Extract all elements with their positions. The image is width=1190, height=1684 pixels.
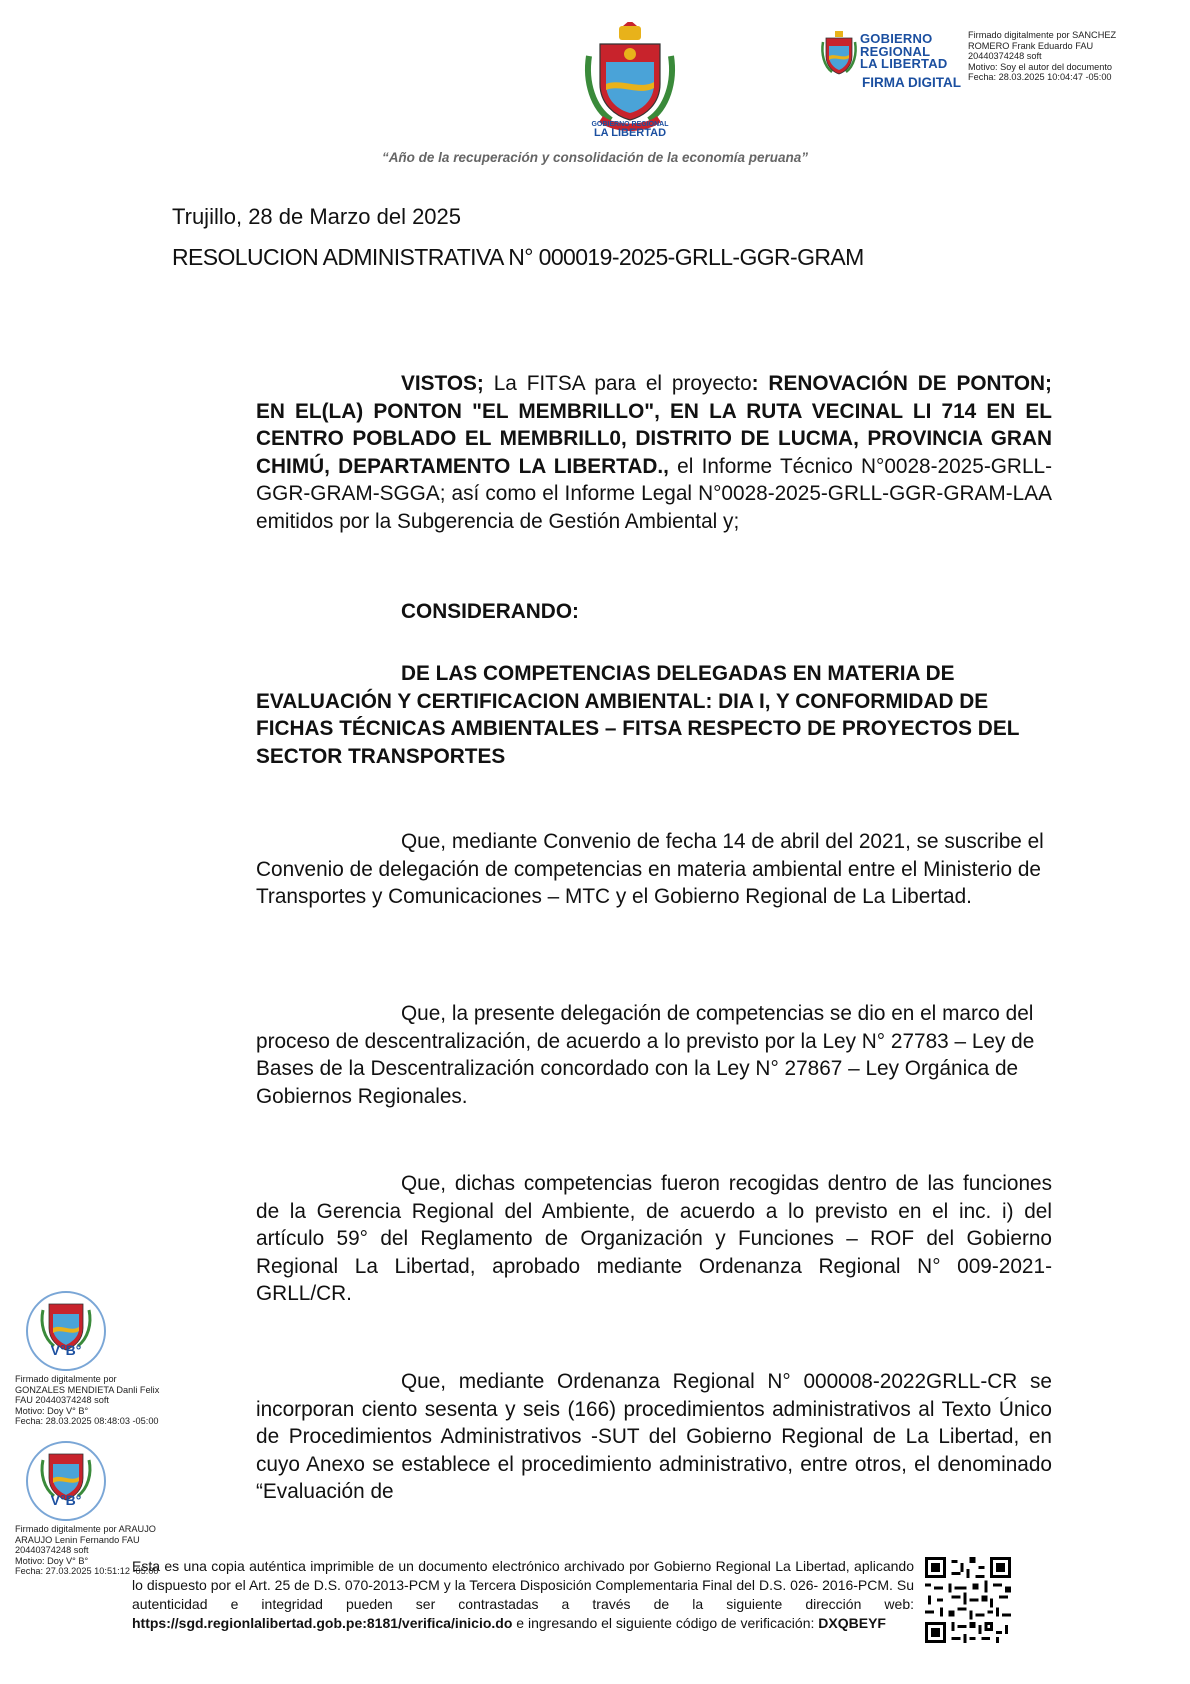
top-sig-line: ROMERO Frank Eduardo FAU [968, 40, 1094, 51]
paragraph-1: Que, mediante Convenio de fecha 14 de abril del 2021, se suscribe el Convenio de delegación de competencias en materia ambiental entre el Ministerio de Transportes y Comunicaciones – MTC y el Gobierno Regional de La Libertad. [256, 830, 1044, 908]
top-sig-line: Fecha: 28.03.2025 10:04:47 -05:00 [968, 72, 1112, 82]
authenticity-footer: Esta es una copia auténtica imprimible de un documento electrónico archivado por Gobierno Regional La Libertad, aplicando lo dispuesto por el Art. 25 de D.S. 070-2013-PCM y la Tercera Disposición Complementaria Final del D.S. 026- 2016-PCM. Su autenticidad e integridad pueden ser contrastadas a través de la siguiente dirección web: https://sgd.regionlalibertad.gob.pe:8181/verifica/inicio.do e ingresando el siguiente código de verificación: DXQBEYF [132, 1558, 914, 1631]
vobo-label: V°B° [50, 1342, 82, 1358]
considerando-heading: CONSIDERANDO: [401, 600, 579, 623]
section-heading: DE LAS COMPETENCIAS DELEGADAS EN MATERIA DE EVALUACIÓN Y CERTIFICACION AMBIENTAL: DIA I, Y CONFORMIDAD DE FICHAS TÉCNICAS AMBIENTALES – FITSA RESPECTO DE PROYECTOS DEL SECTOR TRANSPORTES [256, 662, 1020, 768]
government-logo-text [860, 33, 970, 90]
vistos-project: : RENOVACIÓN DE PONTON; EN EL(LA) PONTON "EL MEMBRILLO", EN LA RUTA VECINAL LI 714 EN EL CENTRO POBLADO EL MEMBRILL0, DISTRITO DE LUCMA, PROVINCIA GRAN CHIMÚ, DEPARTAMENTO LA LIBERTAD., [256, 372, 1052, 478]
vobo2-details: Firmado digitalmente por ARAUJO ARAUJO Lenin Fernando FAU 20440374248 soft Motivo: Doy V° B° Fecha: 27.03.2025 10:51:12 -05:00 [15, 1524, 159, 1576]
verification-code: DXQBEYF [818, 1615, 886, 1631]
crest-caption-line2: LA LIBERTAD [593, 127, 667, 139]
resolution-title: RESOLUCION ADMINISTRATIVA N° 000019-2025-GRLL-GGR-GRAM [172, 244, 864, 270]
vobo-stamp-icon [25, 1440, 107, 1522]
vistos-text: La FITSA para el proyecto [483, 372, 752, 395]
gov-logo-line3: LA LIBERTAD [860, 56, 948, 71]
top-sig-line: Motivo: Soy el autor del documento [968, 61, 1113, 72]
paragraph-4: Que, mediante Ordenanza Regional N° 000008-2022GRLL-CR se incorporan ciento sesenta y seis (166) procedimientos administrativos al Texto Único de Procedimientos Administrativos -SUT del Gobierno Regional de La Libertad, en cuyo Anexo se establece el procedimiento administrativo, entre otros, el denominado “Evaluación de [256, 1370, 1052, 1503]
crest-caption-line1: GOBIERNO REGIONAL [591, 121, 669, 128]
vobo-label: V°B° [50, 1492, 82, 1508]
vobo1-details: Firmado digitalmente por GONZALES MENDIETA Danli Felix FAU 20440374248 soft Motivo: Doy V° B° Fecha: 28.03.2025 08:48:03 -05:00 [15, 1374, 160, 1426]
vobo-stamp-icon [25, 1290, 107, 1372]
vistos-label: VISTOS; [401, 372, 484, 395]
gov-logo-line1: GOBIERNO [860, 31, 933, 46]
top-sig-line: 20440374248 soft [968, 51, 1042, 61]
qr-code-icon[interactable] [925, 1557, 1011, 1643]
vistos-paragraph [256, 370, 1052, 535]
top-signature-details [968, 30, 1178, 83]
top-sig-line: Firmado digitalmente por SANCHEZ [968, 30, 1117, 40]
paragraph-2: Que, la presente delegación de competencias se dio en el marco del proceso de descentralización, de acuerdo a lo previsto por la Ley N° 27783 – Ley de Bases de la Descentralización concordado con la Ley N° 27867 – Ley Orgánica de Gobiernos Regionales. [256, 1002, 1035, 1108]
vistos-text-continued: el Informe Técnico N°0028-2025-GRLL-GGR-GRAM-SGGA; así como el Informe Legal N°0028-2025-GRLL-GGR-GRAM-LAA emitidos por la Subgerencia de Gestión Ambiental y; [256, 454, 1052, 533]
gov-logo-line2: REGIONAL [860, 43, 931, 59]
paragraph-3: Que, dichas competencias fueron recogidas dentro de las funciones de la Gerencia Regional del Ambiente, de acuerdo a lo previsto en el inc. i) del artículo 59° del Reglamento de Organización y Funciones – ROF del Gobierno Regional La Libertad, aprobado mediante Ordenanza Regional N° 009-2021-GRLL/CR. [256, 1172, 1052, 1305]
place-and-date: Trujillo, 28 de Marzo del 2025 [172, 204, 462, 229]
signature-crest-icon [820, 30, 858, 76]
year-motto: “Año de la recuperación y consolidación de la economía peruana” [381, 150, 809, 165]
verification-url[interactable]: https://sgd.regionlalibertad.gob.pe:8181/verifica/inicio.do [132, 1615, 513, 1631]
firma-digital-label: FIRMA DIGITAL [862, 74, 961, 90]
